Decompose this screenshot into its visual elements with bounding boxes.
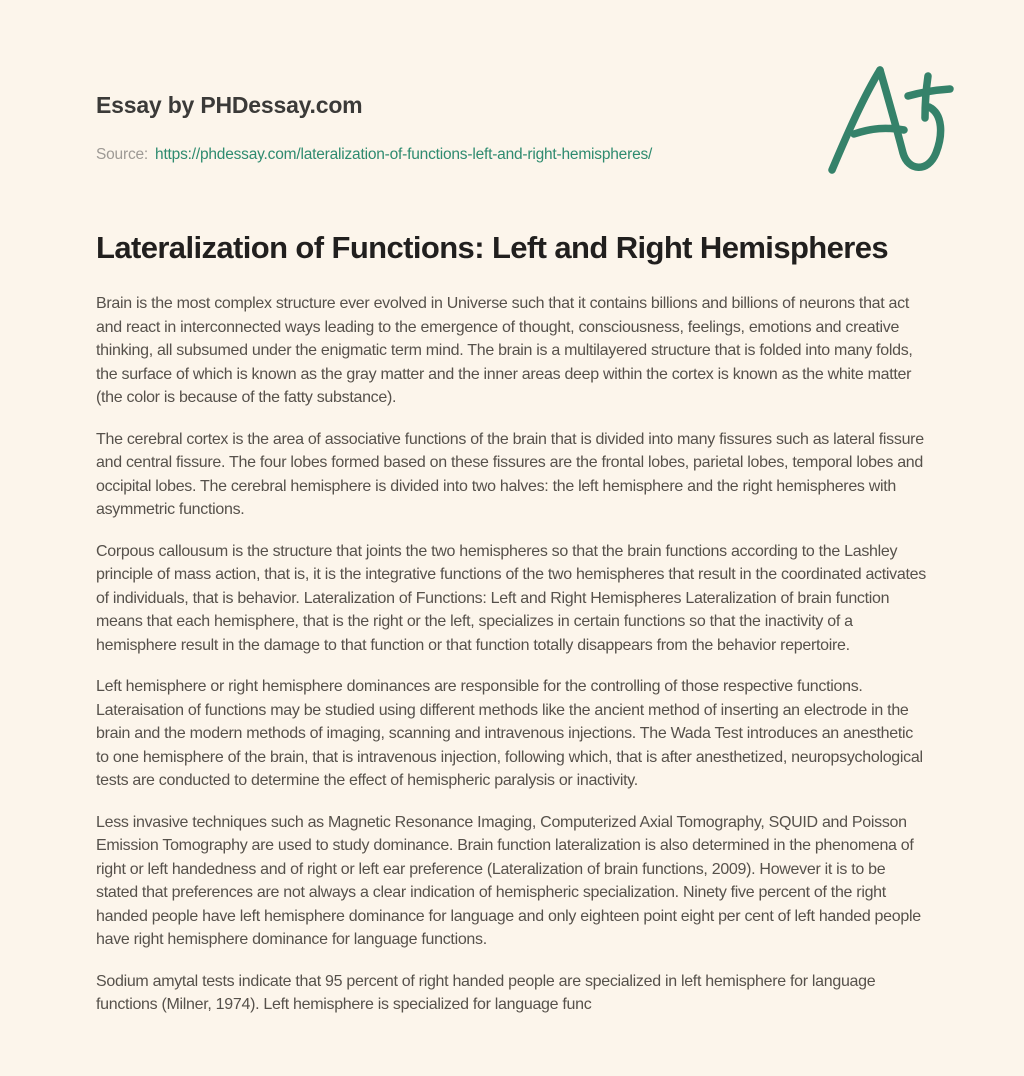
page-header xyxy=(96,78,928,178)
paragraph-dominance-methods: Left hemisphere or right hemisphere dominances are responsible for the controlling of those respective functions. Lateraisation of functions may be studied using different methods like the ancient method of inserting an electrode in the brain and the modern methods of imaging, scanning and intravenous injections. The Wada Test introduces an anesthetic to one hemisphere of the brain, that is intravenous injection, following which, that is after anesthetized, neuropsychological tests are conducted to determine the effect of hemispheric paralysis or inactivity. xyxy=(96,678,923,789)
byline: Essay by PHDessay.com xyxy=(96,92,363,118)
page-title: Lateralization of Functions: Left and Right Hemispheres xyxy=(96,230,889,265)
header-text-block xyxy=(96,78,652,164)
source-line xyxy=(96,146,652,164)
phdessay-a-plus-logo-icon xyxy=(824,64,956,178)
source-link[interactable]: https://phdessay.com/lateralization-of-functions-left-and-right-hemispheres/ xyxy=(155,146,653,163)
paragraph-brain-intro: Brain is the most complex structure ever evolved in Universe such that it contains billions and billions of neurons that act and react in interconnected ways leading to the emergence of thought, consciousness, feelings, emotions and creative thinking, all subsumed under the enigmatic term mind. The brain is a multilayered structure that is folded into many folds, the surface of which is known as the gray matter and the inner areas deep within the cortex is known as the white matter (the color is because of the fatty substance). xyxy=(96,295,913,406)
paragraph-imaging-techniques: Less invasive techniques such as Magnetic Resonance Imaging, Computerized Axial Tomography, SQUID and Poisson Emission Tomography are used to study dominance. Brain function lateralization is also determined in the phenomena of right or left handedness and of right or left ear preference (Lateralization of brain functions, 2009). However it is to be stated that preferences are not always a clear indication of hemispheric specialization. Ninety five percent of the right handed people have left hemisphere dominance for language and only eighteen point eight per cent of left handed people have right hemisphere dominance for language functions. xyxy=(96,813,921,948)
source-label: Source: xyxy=(96,146,149,163)
paragraph-sodium-amytal: Sodium amytal tests indicate that 95 percent of right handed people are specialized in left hemisphere for language functions (Milner, 1974). Left hemisphere is specialized for language func xyxy=(96,972,876,1013)
paragraph-cerebral-cortex: The cerebral cortex is the area of associative functions of the brain that is divided into many fissures such as lateral fissure and central fissure. The four lobes formed based on these fissures are the frontal lobes, parietal lobes, temporal lobes and occipital lobes. The cerebral hemisphere is divided into two halves: the left hemisphere and the right hemispheres with asymmetric functions. xyxy=(96,430,924,518)
paragraph-corpus-callosum: Corpous callousum is the structure that joints the two hemispheres so that the brain functions according to the Lashley principle of mass action, that is, it is the integrative functions of the two hemispheres that result in the coordinated activates of individuals, that is behavior. Lateralization of Functions: Left and Right Hemispheres Lateralization of brain function means that each hemisphere, that is the right or the left, specializes in certain functions so that the inactivity of a hemisphere result in the damage to that function or that function totally disappears from the behavior repertoire. xyxy=(96,542,926,654)
